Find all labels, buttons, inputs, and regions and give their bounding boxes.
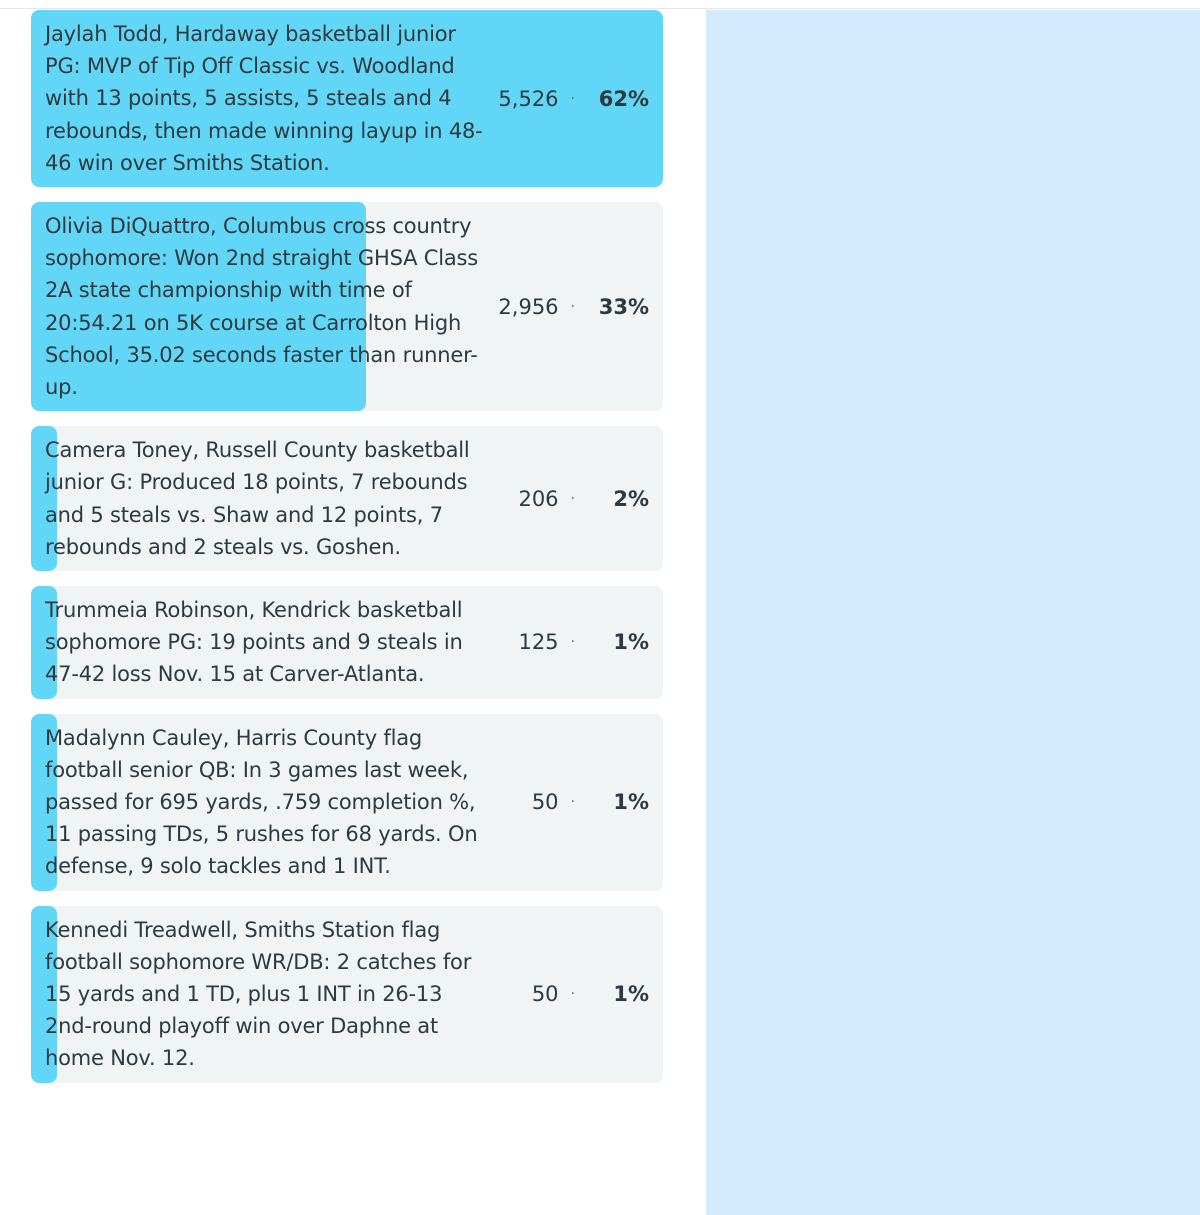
poll-option-stats	[498, 295, 649, 319]
top-divider	[0, 8, 1200, 9]
poll-option-stats	[532, 982, 649, 1006]
vote-count: 50	[531, 790, 559, 815]
separator-dot: ·	[570, 298, 575, 315]
vote-percent: 2%	[613, 486, 649, 511]
vote-count: 206	[518, 486, 559, 511]
poll-option-stats	[498, 87, 649, 111]
separator-dot: ·	[570, 90, 575, 107]
vote-percent: 33%	[598, 294, 649, 319]
poll-option-text: Olivia DiQuattro, Columbus cross country sophomore: Won 2nd straight GHSA Class 2A state championship with time of 20:54.21 on 5K course at Carrolton High School, 35.02 seconds faster than runner-up.	[45, 214, 479, 400]
poll-option-stats	[518, 487, 649, 511]
vote-count: 2,956	[498, 294, 559, 319]
vote-percent: 62%	[598, 86, 649, 111]
poll-option-text: Camera Toney, Russell County basketball junior G: Produced 18 points, 7 rebounds and 5 steals vs. Shaw and 12 points, 7 rebounds and 2 steals vs. Goshen.	[45, 438, 470, 559]
vote-percent: 1%	[613, 982, 649, 1007]
poll-option[interactable]	[31, 202, 663, 411]
side-panel	[706, 10, 1200, 1215]
poll-option[interactable]	[31, 714, 663, 891]
poll-option[interactable]	[31, 426, 663, 571]
poll-option-text: Trummeia Robinson, Kendrick basketball sophomore PG: 19 points and 9 steals in 47-42 loss Nov. 15 at Carver-Atlanta.	[45, 598, 463, 687]
vote-count: 50	[531, 982, 559, 1007]
vote-count: 5,526	[498, 86, 559, 111]
vote-percent: 1%	[613, 630, 649, 655]
poll-option-text: Madalynn Cauley, Harris County flag football senior QB: In 3 games last week, passed for 695 yards, .759 completion %, 11 passing TDs, 5 rushes for 68 yards. On defense, 9 solo tackles and 1 INT.	[45, 725, 478, 879]
poll-option-text: Jaylah Todd, Hardaway basketball junior PG: MVP of Tip Off Classic vs. Woodland with 13 points, 5 assists, 5 steals and 4 rebounds, then made winning layup in 48-46 win over Smiths Station.	[45, 22, 483, 175]
poll-option-stats	[532, 790, 649, 814]
vote-count: 125	[518, 630, 559, 655]
poll-results	[31, 10, 663, 1098]
poll-option[interactable]	[31, 10, 663, 187]
separator-dot: ·	[570, 490, 575, 507]
poll-option-stats	[518, 630, 649, 654]
poll-option-text: Kennedi Treadwell, Smiths Station flag football sophomore WR/DB: 2 catches for 15 yards and 1 TD, plus 1 INT in 26-13 2nd-round playoff win over Daphne at home Nov. 12.	[45, 917, 472, 1071]
vote-percent: 1%	[613, 790, 649, 815]
separator-dot: ·	[570, 794, 575, 811]
separator-dot: ·	[570, 986, 575, 1003]
poll-option[interactable]	[31, 586, 663, 699]
poll-option[interactable]	[31, 906, 663, 1083]
separator-dot: ·	[570, 634, 575, 651]
